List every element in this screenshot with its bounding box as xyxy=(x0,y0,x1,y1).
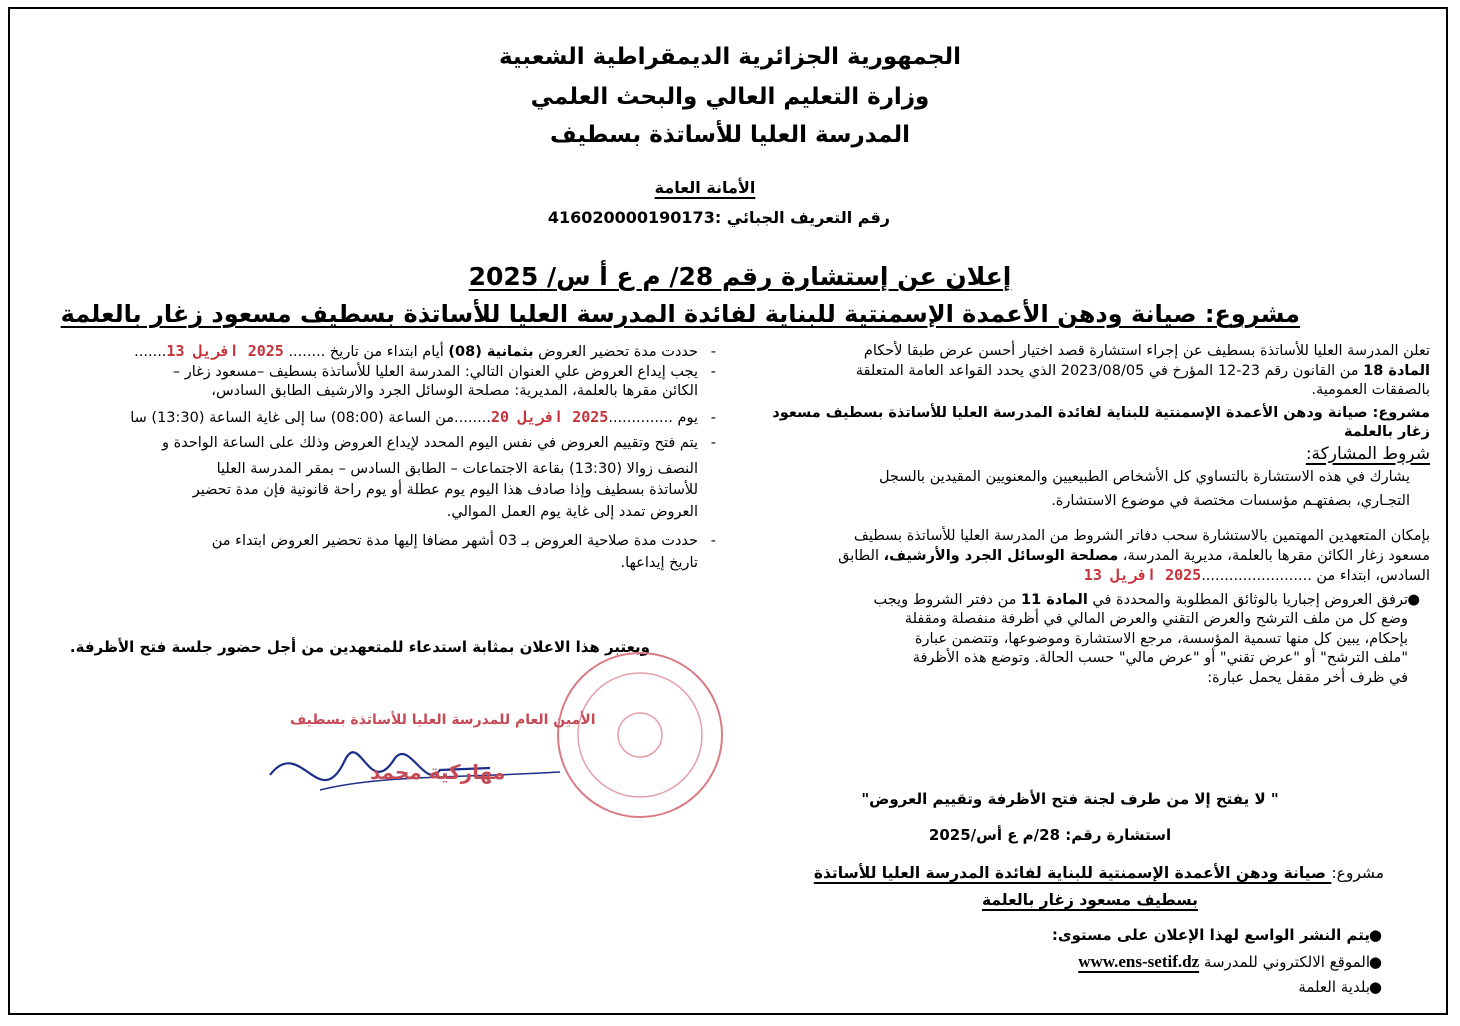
school-name: المدرسة العليا للأساتذة بسطيف xyxy=(549,122,911,148)
conditions-line-1: يشارك في هذه الاستشارة بالتساوي كل الأشخاص الطبيعيين والمعنويين المقيدين بالسجل xyxy=(878,469,1410,485)
deposit-day-text-a: يوم .............. xyxy=(608,409,698,426)
dash-marker: - xyxy=(710,409,716,426)
deadline-text-a: حددت مدة تحضير العروض xyxy=(533,344,698,360)
publication-heading xyxy=(1052,926,1382,944)
deadline-line: -حددت مدة تحضير العروض بثمانية (08) أيام ابتداء من تاريخ ........ 2025 افريل 13....... xyxy=(28,342,716,363)
publication-site-label: الموقع الالكتروني للمدرسة xyxy=(1203,953,1370,971)
right-column xyxy=(715,342,1430,688)
closing-statement: ويعتبر هذا الاعلان بمثابة استدعاء للمتعهدين من أجل حضور جلسة فتح الأظرفة. xyxy=(69,638,650,656)
footer-project-text: صيانة ودهن الأعمدة الإسمنتية للبناية لفائدة المدرسة العليا للأساتذة xyxy=(813,864,1332,882)
publication-heading-text: يتم النشر الواسع لهذا الإعلان على مستوى: xyxy=(1051,926,1370,944)
left-column xyxy=(28,342,716,573)
bullet-line-1 xyxy=(715,591,1430,611)
bullet-icon: ● xyxy=(1407,591,1420,608)
dash-marker: - xyxy=(710,533,716,549)
validity-text-1: حددت مدة صلاحية العروض بـ 03 أشهر مضافا إليها مدة تحضير العروض ابتداء من xyxy=(211,533,698,549)
deposit-line-1 xyxy=(28,363,716,383)
intro-line-1: تعلن المدرسة العليا للأساتذة بسطيف عن إجراء استشارة قصد اختيار أحسن عرض طبقا لأحكام xyxy=(863,343,1430,359)
deadline-days: بثمانية (08) xyxy=(448,344,534,360)
publication-town xyxy=(1298,978,1382,996)
dash-marker: - xyxy=(710,344,716,360)
validity-line-1 xyxy=(28,532,716,552)
signature-name: مهاركية محمد xyxy=(370,760,506,784)
project-line-1 xyxy=(715,404,1430,424)
department-label: الأمانة العامة xyxy=(654,178,756,197)
dash-marker: - xyxy=(710,363,716,380)
intro-line-3: بالصفقات العمومية. xyxy=(1311,382,1430,398)
date-stamp-1: 2025 افريل 13 xyxy=(1083,566,1202,584)
school-website-link[interactable]: www.ens-setif.dz xyxy=(1078,952,1200,971)
article-ref: المادة 18 xyxy=(1363,362,1430,379)
conditions-heading: شروط المشاركة: xyxy=(1305,443,1430,464)
date-stamp-2: 2025 افريل 13 xyxy=(166,342,284,360)
opening-line-1 xyxy=(28,434,716,454)
deposit-day-text-b: ........من الساعة (08:00) سا إلى غاية الساعة (13:30) سا xyxy=(130,409,491,426)
official-stamp-graphic xyxy=(260,640,740,840)
project-title-label: مشروع: xyxy=(1204,300,1300,328)
withdraw-line-2c: الطابق xyxy=(838,547,884,564)
tax-id: رقم التعريف الجبائي :416020000190173 xyxy=(547,208,890,227)
project-title-text: صيانة ودهن الأعمدة الإسمنتية للبناية لفائدة المدرسة العليا للأساتذة بسطيف مسعود زغار بالعلمة xyxy=(60,300,1205,328)
bullet-line-2: وضع كل من ملف الترشح والعرض التقني والعرض المالي في أظرفة منفصلة ومقفلة xyxy=(904,611,1408,627)
bullet-line-1c: من دفتر الشروط ويجب xyxy=(873,591,1021,608)
publication-site xyxy=(1078,952,1382,972)
opening-line-3: للأساتذة بسطيف وإذا صادف هذا اليوم يوم عطلة أو يوم راحة قانونية فإن مدة تحضير xyxy=(192,482,698,498)
footer-project-line-2: بسطيف مسعود زغار بالعلمة xyxy=(981,891,1198,909)
footer-project-line-1 xyxy=(814,864,1384,882)
bullet-line-3: بإحكام، يبين كل منها تسمية المؤسسة، مرجع الاستشارة وموضوعها، وتتضمن عبارة xyxy=(914,630,1408,647)
intro-line-2-text: من القانون رقم 23-12 المؤرخ في 2023/08/05 الذي يحدد القواعد العامة المتعلقة xyxy=(855,362,1364,379)
withdraw-line-3 xyxy=(715,566,1430,587)
bullet-line-4: "ملف الترشح" أو "عرض تقني" أو "عرض مالي" حسب الحالة. وتوضع هذه الأظرفة xyxy=(912,650,1408,666)
opening-line-4: العروض تمدد إلى غاية يوم العمل الموالي. xyxy=(446,503,698,520)
footer-project-label: مشروع: xyxy=(1331,864,1384,882)
stamp-title: الأمين العام للمدرسة العليا للأساتذة بسطيف xyxy=(290,712,596,728)
opening-line-2: النصف زوالا (13:30) بقاعة الاجتماعات – الطابق السادس – بمقر المدرسة العليا xyxy=(216,460,698,477)
bullet-article-ref: المادة 11 xyxy=(1020,591,1088,608)
withdraw-line-3-text: السادس، ابتداء من ........................ xyxy=(1201,568,1430,584)
republic-name: الجمهورية الجزائرية الديمقراطية الشعبية xyxy=(498,44,962,70)
project-line-1-text: صيانة ودهن الأعمدة الإسمنتية للبناية لفائدة المدرسة العليا للأساتذة بسطيف مسعود xyxy=(772,404,1373,421)
bullet-icon: ● xyxy=(1368,953,1382,971)
conditions-line-2: التجـاري، بصفتهـم مؤسسات مختصة في موضوع الاستشارة. xyxy=(1051,492,1410,509)
withdraw-line-2a: مسعود زغار الكائن مقرها بالعلمة، مديرية المدرسة، xyxy=(1118,547,1430,564)
validity-line-2: تاريخ إيداعها. xyxy=(620,554,698,571)
ministry-name: وزارة التعليم العالي والبحث العلمي xyxy=(530,84,930,110)
deposit-line-2: الكائن مقرها بالعلمة، المديرية: مصلحة الوسائل الجرد والارشيف الطابق السادس، xyxy=(211,383,698,399)
project-title xyxy=(60,300,1300,328)
deposit-day-line xyxy=(28,408,716,429)
intro-line-2 xyxy=(715,362,1430,382)
withdraw-line-2 xyxy=(715,547,1430,567)
withdraw-service: مصلحة الوسائل الجرد والأرشيف، xyxy=(883,547,1119,564)
envelope-quote: " لا يفتح إلا من طرف لجنة فتح الأظرفة وتقييم العروض" xyxy=(861,790,1279,808)
date-stamp-3: 2025 افريل 20 xyxy=(490,407,609,426)
announcement-title: إعلان عن إستشارة رقم 28/ م ع أ س/ 2025 xyxy=(468,262,1012,291)
consultation-ref: استشارة رقم: 28/م ع أس/2025 xyxy=(928,826,1172,844)
bullet-line-5: في ظرف أخر مقفل يحمل عبارة: xyxy=(1207,669,1408,686)
opening-text-1: يتم فتح وتقييم العروض في نفس اليوم المحدد لإيداع العروض وذلك على الساعة الواحدة و xyxy=(162,435,698,451)
project-label: مشروع: xyxy=(1372,404,1430,421)
project-line-2: زغار بالعلمة xyxy=(1343,424,1430,440)
publication-town-label: بلدية العلمة xyxy=(1298,978,1370,996)
deadline-text-c: أيام ابتداء من تاريخ ........ xyxy=(288,344,449,360)
withdraw-line-1: بإمكان المتعهدين المهتمين بالاستشارة سحب دفاتر الشروط من المدرسة العليا للأساتذة بسطيف xyxy=(853,528,1430,544)
deposit-text-1: يجب إيداع العروض علي العنوان التالي: المدرسة العليا للأساتذة بسطيف –مسعود زغار – xyxy=(172,363,698,380)
bullet-icon: ● xyxy=(1368,926,1382,944)
dash-marker: - xyxy=(710,435,716,451)
bullet-icon: ● xyxy=(1368,978,1382,996)
bullet-line-1a: ترفق العروض إجباريا بالوثائق المطلوبة والمحددة في xyxy=(1087,591,1408,608)
